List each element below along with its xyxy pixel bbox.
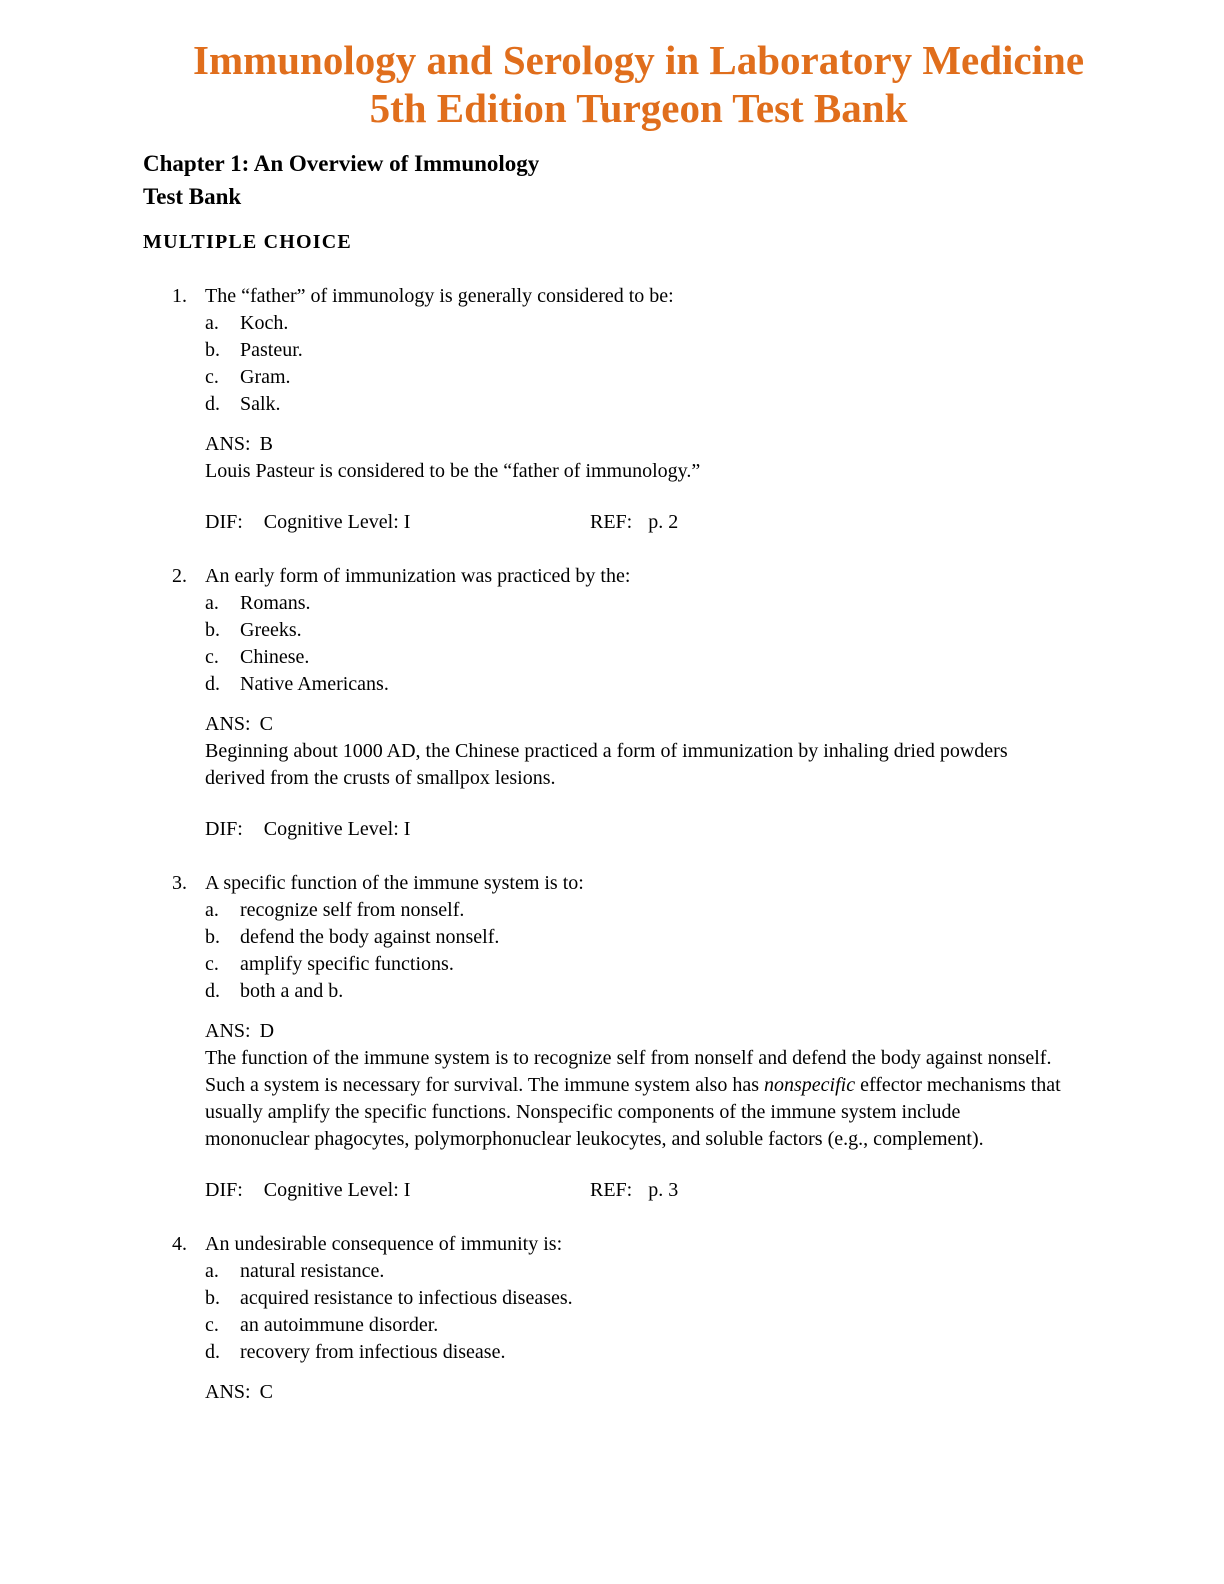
option-letter: b. xyxy=(205,926,220,948)
answer-option xyxy=(205,1258,1067,1285)
option-letter: d. xyxy=(205,980,220,1002)
answer-value: C xyxy=(259,1381,273,1403)
answer-option xyxy=(205,951,1067,978)
question-number: 4. xyxy=(172,1233,187,1255)
answer-value: B xyxy=(259,433,273,455)
answer-option xyxy=(205,924,1067,951)
option-letter: a. xyxy=(205,312,219,334)
option-text: Romans. xyxy=(240,592,311,614)
answer-option xyxy=(205,364,1067,391)
option-letter: b. xyxy=(205,619,220,641)
answer-line xyxy=(205,1018,1067,1045)
option-text: recognize self from nonself. xyxy=(240,899,465,921)
dif-label: DIF: xyxy=(205,511,243,533)
option-text: both a and b. xyxy=(240,980,344,1002)
option-letter: a. xyxy=(205,899,219,921)
ans-label: ANS: xyxy=(205,1381,251,1403)
option-text: an autoimmune disorder. xyxy=(240,1314,439,1336)
ans-label: ANS: xyxy=(205,433,251,455)
option-text: Gram. xyxy=(240,366,291,388)
question-3 xyxy=(172,870,1224,1204)
answer-option xyxy=(205,1285,1067,1312)
option-letter: d. xyxy=(205,1341,220,1363)
answer-option xyxy=(205,337,1067,364)
dif-ref-row xyxy=(205,509,1067,536)
option-letter: b. xyxy=(205,339,220,361)
title-line-2: 5th Edition Turgeon Test Bank xyxy=(369,85,908,131)
answer-option xyxy=(205,644,1067,671)
rationale-text xyxy=(205,1045,1067,1153)
ref-label: REF: xyxy=(590,1179,633,1201)
document-title xyxy=(143,36,1134,132)
rationale-segment: effector mechanisms that usually amplify the specific functions. Nonspecific components of the immune system include mononuclear phagocytes, polymorphonuclear leukocytes, and soluble factors (e.g., complement). xyxy=(205,1074,1061,1150)
answer-value: C xyxy=(259,713,273,735)
ref-value: p. 2 xyxy=(648,511,679,533)
question-number: 1. xyxy=(172,285,187,307)
option-letter: a. xyxy=(205,592,219,614)
answer-option xyxy=(205,1339,1067,1366)
option-letter: c. xyxy=(205,646,219,668)
option-letter: d. xyxy=(205,393,220,415)
option-letter: b. xyxy=(205,1287,220,1309)
option-text: Native Americans. xyxy=(240,673,389,695)
option-text: recovery from infectious disease. xyxy=(240,1341,506,1363)
dif-value: Cognitive Level: I xyxy=(263,1179,411,1201)
option-letter: d. xyxy=(205,673,220,695)
option-text: natural resistance. xyxy=(240,1260,385,1282)
question-text: An undesirable consequence of immunity is: xyxy=(205,1233,563,1255)
rationale-text: Beginning about 1000 AD, the Chinese practiced a form of immunization by inhaling dried powders derived from the crusts of smallpox lesions. xyxy=(205,740,1008,789)
ans-label: ANS: xyxy=(205,713,251,735)
answer-line xyxy=(205,431,1067,458)
option-letter: c. xyxy=(205,1314,219,1336)
option-letter: c. xyxy=(205,953,219,975)
dif-ref-row xyxy=(205,1177,1067,1204)
option-text: Chinese. xyxy=(240,646,310,668)
testbank-heading: Test Bank xyxy=(143,184,242,209)
rationale-italic-segment: nonspecific xyxy=(763,1074,856,1096)
title-line-1: Immunology and Serology in Laboratory Medicine xyxy=(192,37,1085,83)
option-text: amplify specific functions. xyxy=(240,953,454,975)
answer-option xyxy=(205,978,1067,1005)
question-text: The “father” of immunology is generally considered to be: xyxy=(205,285,674,307)
dif-label: DIF: xyxy=(205,818,243,840)
rationale-text: Louis Pasteur is considered to be the “father of immunology.” xyxy=(205,460,701,482)
question-1 xyxy=(172,283,1224,536)
option-text: defend the body against nonself. xyxy=(240,926,500,948)
answer-line xyxy=(205,1379,1067,1406)
question-number: 2. xyxy=(172,565,187,587)
option-text: Koch. xyxy=(240,312,289,334)
answer-line xyxy=(205,711,1067,738)
answer-option xyxy=(205,391,1067,418)
section-heading: MULTIPLE CHOICE xyxy=(143,231,352,253)
dif-label: DIF: xyxy=(205,1179,243,1201)
answer-option xyxy=(205,617,1067,644)
option-letter: a. xyxy=(205,1260,219,1282)
answer-option xyxy=(205,310,1067,337)
question-text: A specific function of the immune system is to: xyxy=(205,872,584,894)
option-text: acquired resistance to infectious diseases. xyxy=(240,1287,573,1309)
answer-option xyxy=(205,671,1067,698)
question-2 xyxy=(172,563,1224,843)
option-text: Salk. xyxy=(240,393,281,415)
question-text: An early form of immunization was practiced by the: xyxy=(205,565,631,587)
ref-label: REF: xyxy=(590,511,633,533)
answer-option xyxy=(205,897,1067,924)
answer-option xyxy=(205,590,1067,617)
dif-ref-row xyxy=(205,816,1067,843)
answer-value: D xyxy=(259,1020,275,1042)
option-text: Pasteur. xyxy=(240,339,303,361)
ref-value: p. 3 xyxy=(648,1179,679,1201)
chapter-heading: Chapter 1: An Overview of Immunology xyxy=(143,151,540,176)
option-letter: c. xyxy=(205,366,219,388)
ans-label: ANS: xyxy=(205,1020,251,1042)
rationale-segment: The function of the immune system is to recognize self from nonself and defend the body against nonself. Such a system is necessary for survival. The immune system also has xyxy=(205,1047,1052,1096)
question-4 xyxy=(172,1231,1224,1406)
question-number: 3. xyxy=(172,872,187,894)
answer-option xyxy=(205,1312,1067,1339)
option-text: Greeks. xyxy=(240,619,302,641)
dif-value: Cognitive Level: I xyxy=(263,511,411,533)
dif-value: Cognitive Level: I xyxy=(263,818,411,840)
